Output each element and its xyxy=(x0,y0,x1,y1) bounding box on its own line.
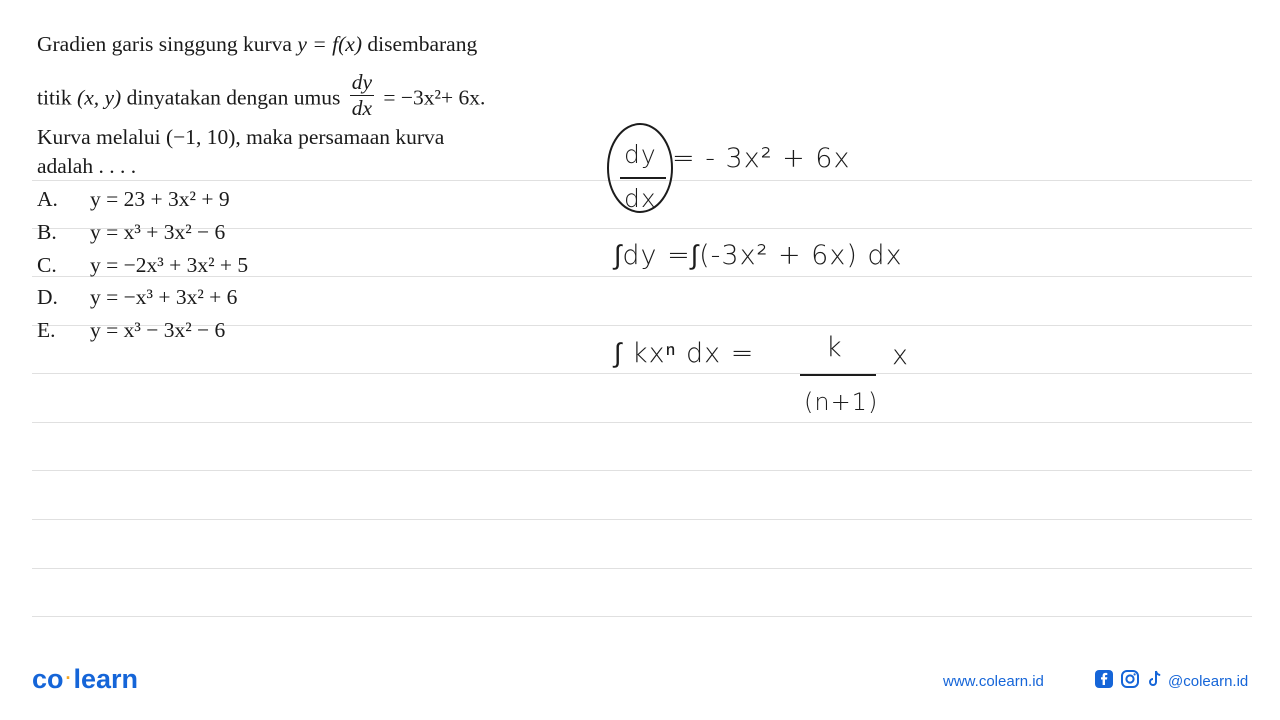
logo-text: co xyxy=(32,664,64,694)
option-letter: C. xyxy=(37,253,57,277)
option-equation: y = x³ + 3x² − 6 xyxy=(90,220,226,244)
logo-dot: · xyxy=(65,668,72,688)
problem-text: dinyatakan dengan umus xyxy=(126,85,341,110)
handwriting-rule-num: k xyxy=(826,332,843,363)
handwriting-fraction-bar xyxy=(620,177,666,179)
problem-line-2 xyxy=(37,70,486,123)
option-equation: y = 23 + 3x² + 9 xyxy=(90,187,230,211)
rule-line xyxy=(32,422,1252,423)
function-notation: y = f(x) xyxy=(297,32,362,56)
website-link[interactable]: www.colearn.id xyxy=(943,673,1044,690)
fraction-numerator: dy xyxy=(351,70,372,94)
option-equation: y = x³ − 3x² − 6 xyxy=(90,318,226,342)
rule-line xyxy=(32,519,1252,520)
option-equation: y = −2x³ + 3x² + 5 xyxy=(90,253,249,277)
facebook-icon[interactable] xyxy=(1094,669,1114,689)
option-equation: y = −x³ + 3x² + 6 xyxy=(90,285,238,309)
option-letter: A. xyxy=(37,187,58,211)
rule-line xyxy=(32,373,1252,374)
handwriting-line-2: ∫dy =∫(-3x² + 6x) dx xyxy=(614,240,903,271)
rule-line xyxy=(32,616,1252,617)
handwriting-rule-den: (n+1) xyxy=(804,388,879,416)
tiktok-icon[interactable] xyxy=(1145,669,1165,689)
handwriting-fraction-den: dx xyxy=(624,184,657,213)
fraction-denominator: dx xyxy=(351,95,372,120)
problem-text: titik xyxy=(37,85,72,110)
rule-line xyxy=(32,568,1252,569)
option-letter: B. xyxy=(37,220,57,244)
point-notation: (x, y) xyxy=(77,85,122,110)
handwriting-line-1: = - 3x² + 6x xyxy=(672,143,851,174)
derivative-fraction xyxy=(350,72,374,119)
handwriting-line-3: ∫ kxⁿ dx = xyxy=(614,338,755,369)
instagram-icon[interactable] xyxy=(1120,669,1140,689)
problem-line-4: adalah . . . . xyxy=(37,154,137,178)
derivative-rhs: = −3x²+ 6x. xyxy=(383,85,486,110)
option-letter: D. xyxy=(37,285,58,309)
colearn-logo xyxy=(32,664,138,695)
social-handle[interactable]: @colearn.id xyxy=(1168,673,1249,690)
rule-line xyxy=(32,470,1252,471)
logo-text: learn xyxy=(73,664,139,694)
option-letter: E. xyxy=(37,318,56,342)
handwriting-rule-x: x xyxy=(892,340,909,371)
problem-text: Gradien garis singgung kurva xyxy=(37,32,292,56)
problem-line-1 xyxy=(37,34,477,56)
problem-text: disembarang xyxy=(367,32,478,56)
handwriting-fraction-num: dy xyxy=(624,140,657,169)
problem-line-3: Kurva melalui (−1, 10), maka persamaan kurva xyxy=(37,125,445,149)
handwriting-rule-bar xyxy=(800,374,876,376)
